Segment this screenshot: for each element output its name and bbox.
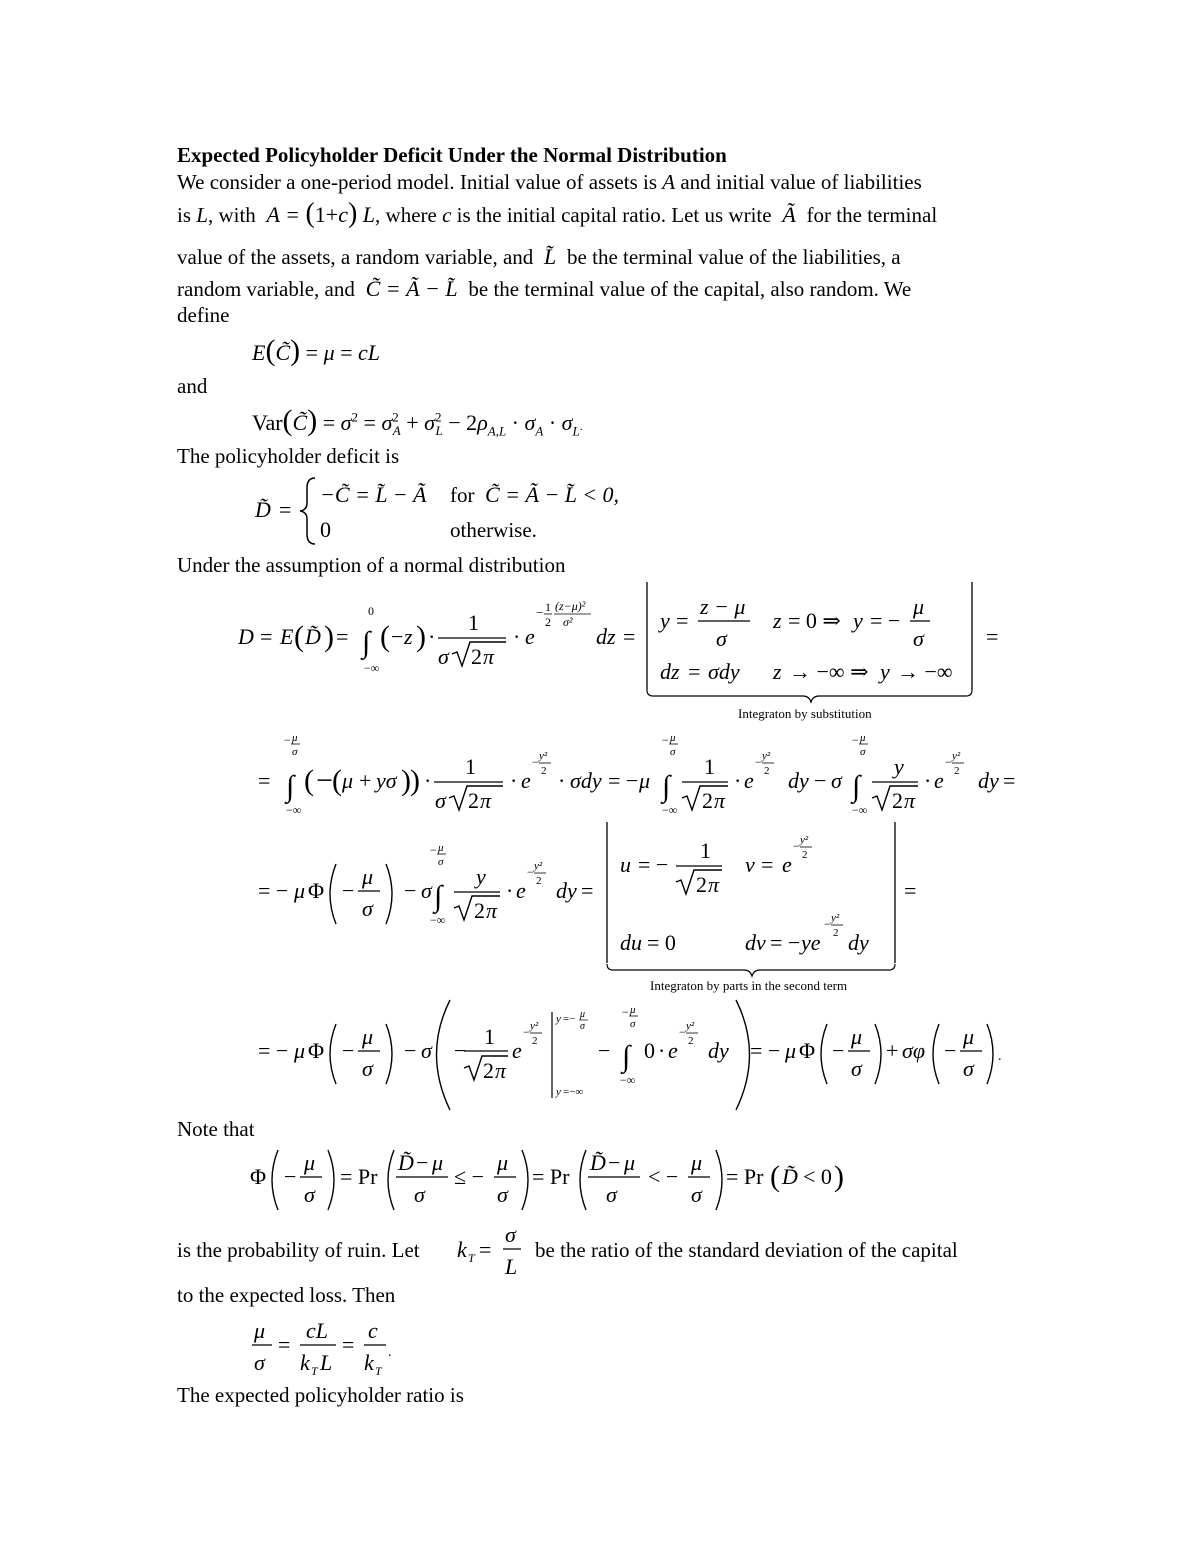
svg-text:−∞: −∞ — [364, 661, 380, 675]
equation-line-4 — [258, 998, 1028, 1116]
svg-text:σ: σ — [292, 746, 298, 758]
svg-text:·: · — [510, 768, 518, 793]
svg-text:·: · — [424, 768, 432, 793]
paragraph-line: define — [177, 303, 230, 327]
svg-text:−∞: −∞ — [852, 803, 868, 817]
svg-text:.: . — [998, 1049, 1002, 1064]
svg-text:=: = — [336, 624, 349, 649]
text-span: is — [177, 203, 192, 227]
svg-text:−: − — [852, 733, 859, 747]
paragraph-line: and — [177, 374, 208, 398]
svg-text:μ: μ — [438, 842, 444, 854]
svg-text:2: 2 — [541, 765, 547, 777]
svg-text:e: e — [668, 1038, 678, 1063]
svg-text:π: π — [714, 788, 726, 813]
svg-text:μ: μ — [292, 732, 298, 744]
svg-text:+: + — [359, 768, 372, 793]
svg-text:≤ −: ≤ − — [454, 1164, 484, 1189]
svg-text:σ: σ — [913, 626, 924, 651]
equation-capital-def: C̃ = Ã − L̃ — [360, 276, 464, 301]
svg-text:1: 1 — [700, 838, 711, 863]
svg-text:(: ( — [304, 764, 314, 797]
svg-text:σ: σ — [831, 768, 842, 793]
svg-text:2: 2 — [802, 849, 808, 861]
svg-text:·: · — [513, 624, 521, 649]
svg-text:σ: σ — [254, 1350, 265, 1375]
svg-text:−: − — [391, 624, 404, 649]
equation-mean: E(C̃) = μ = cL — [252, 334, 381, 367]
svg-text:y: y — [880, 659, 890, 684]
svg-text:D̃: D̃ — [255, 497, 271, 522]
svg-text:−: − — [608, 1150, 621, 1175]
svg-text:2: 2 — [696, 872, 707, 897]
svg-text:=: = — [279, 497, 292, 522]
text-span: , where — [375, 203, 437, 227]
svg-text:−: − — [284, 1164, 297, 1189]
svg-text:−: − — [622, 1005, 629, 1019]
svg-text:μ: μ — [497, 1150, 509, 1175]
svg-text:ye: ye — [801, 930, 821, 955]
svg-text:σ: σ — [421, 878, 432, 903]
svg-text:=: = — [623, 624, 636, 649]
svg-text:Φ: Φ — [250, 1164, 267, 1189]
svg-text:.: . — [388, 1345, 392, 1360]
svg-text:μ: μ — [860, 732, 866, 744]
svg-text:σ: σ — [606, 1182, 617, 1207]
svg-text:=: = — [986, 624, 999, 649]
svg-text:2: 2 — [532, 1035, 538, 1047]
svg-text:du: du — [620, 930, 642, 955]
svg-text:dy: dy — [978, 768, 999, 793]
svg-text:=: = — [676, 608, 689, 633]
svg-text:1: 1 — [465, 754, 476, 779]
svg-text:dv: dv — [745, 930, 766, 955]
svg-text:z: z — [773, 608, 782, 633]
svg-text:−: − — [284, 733, 291, 747]
svg-text:< 0: < 0 — [803, 1164, 832, 1189]
svg-text:σ: σ — [362, 896, 373, 921]
equation-kt-definition — [455, 1222, 535, 1282]
svg-text:−: − — [404, 1038, 417, 1063]
svg-text:−: − — [793, 839, 800, 853]
svg-text:2: 2 — [545, 615, 551, 629]
svg-text:·: · — [506, 878, 514, 903]
svg-text:v: v — [745, 852, 755, 877]
svg-text:σ: σ — [505, 1222, 516, 1247]
svg-text:e: e — [934, 768, 944, 793]
svg-text:e: e — [512, 1038, 522, 1063]
svg-text:−: − — [824, 917, 831, 931]
svg-text:μ: μ — [580, 1009, 586, 1020]
svg-text:c: c — [368, 1318, 378, 1343]
svg-text:e: e — [516, 878, 526, 903]
text-span: and initial value of liabilities — [680, 170, 922, 194]
svg-text:σ: σ — [716, 626, 727, 651]
svg-text:= −: = − — [750, 1038, 781, 1063]
equation-deficit-piecewise — [245, 470, 665, 550]
svg-text:2: 2 — [474, 898, 485, 923]
svg-text:D: D — [238, 624, 254, 649]
svg-text:σ: σ — [580, 1021, 585, 1032]
svg-text:μ: μ — [913, 594, 925, 619]
svg-text:−∞: −∞ — [662, 803, 678, 817]
svg-text:D̃: D̃ — [590, 1150, 606, 1175]
svg-text:μ: μ — [362, 1024, 374, 1049]
svg-text:∫: ∫ — [286, 770, 295, 803]
svg-text:∫: ∫ — [622, 1040, 631, 1073]
svg-text:=: = — [479, 1237, 492, 1262]
svg-text:=−: =− — [563, 1013, 576, 1025]
svg-text:(z−μ)²: (z−μ)² — [555, 599, 586, 613]
svg-text:π: π — [480, 788, 492, 813]
text-span: , with — [207, 203, 256, 227]
svg-text:·: · — [658, 1038, 666, 1063]
svg-text:−∞: −∞ — [286, 803, 302, 817]
svg-text:−: − — [527, 865, 534, 879]
svg-text:y: y — [894, 754, 904, 779]
text-span: is the probability of ruin. Let — [177, 1238, 420, 1262]
svg-text:1: 1 — [484, 1024, 495, 1049]
svg-text:y: y — [660, 608, 670, 633]
svg-text:D̃: D̃ — [782, 1164, 798, 1189]
equation-line-2 — [258, 730, 1038, 825]
text-span: be the terminal value of the capital, also random. We — [468, 277, 912, 301]
svg-text:dz: dz — [660, 659, 680, 684]
svg-text:σ: σ — [691, 1182, 702, 1207]
svg-text:y: y — [556, 1086, 561, 1098]
svg-text:−∞: −∞ — [430, 913, 446, 927]
svg-text:0: 0 — [644, 1038, 655, 1063]
svg-text:1: 1 — [704, 754, 715, 779]
equation-ratio — [250, 1312, 400, 1380]
svg-text:C̃ = Ã − L̃ < 0,: C̃ = Ã − L̃ < 0, — [485, 482, 619, 507]
svg-text:−: − — [536, 605, 544, 620]
svg-text:y²: y² — [762, 750, 771, 762]
paragraph-line: Under the assumption of a normal distribution — [177, 553, 566, 577]
svg-text:dy: dy — [556, 878, 577, 903]
svg-text:=: = — [278, 1332, 291, 1357]
svg-text:−: − — [944, 1038, 957, 1063]
svg-text:−: − — [598, 1038, 611, 1063]
parts-label: Integraton by parts in the second term — [650, 978, 848, 993]
equation-integration-by-parts — [258, 818, 958, 998]
svg-text:σ: σ — [438, 644, 449, 669]
svg-text:dy: dy — [708, 1038, 729, 1063]
svg-text:σ: σ — [362, 1056, 373, 1081]
svg-text:y²: y² — [952, 750, 961, 762]
svg-text:< −: < − — [648, 1164, 679, 1189]
svg-text:0: 0 — [368, 604, 374, 618]
svg-text:∫: ∫ — [362, 626, 371, 659]
svg-text:D̃: D̃ — [305, 624, 321, 649]
svg-text:yσ: yσ — [376, 768, 397, 793]
svg-text:μ: μ — [963, 1024, 975, 1049]
svg-text:= −: = − — [770, 930, 801, 955]
svg-text:): ) — [834, 1160, 844, 1193]
svg-text:π: π — [495, 1058, 507, 1083]
svg-text:2: 2 — [833, 927, 839, 939]
svg-text:σ: σ — [421, 1038, 432, 1063]
svg-text:π: π — [904, 788, 916, 813]
svg-text:μ: μ — [342, 768, 354, 793]
svg-text:y²: y² — [686, 1020, 695, 1032]
svg-text:μ: μ — [670, 732, 676, 744]
symbol-L-tilde: L̃ — [538, 244, 562, 269]
svg-text:): ) — [416, 620, 426, 653]
svg-text:= Pr: = Pr — [532, 1164, 570, 1189]
svg-text:−∞: −∞ — [620, 1073, 636, 1087]
svg-text:k: k — [364, 1350, 374, 1375]
svg-text:σ: σ — [438, 856, 444, 868]
svg-text:μ: μ — [639, 768, 651, 793]
svg-text:→ −∞: → −∞ — [897, 659, 953, 684]
svg-text:π: π — [486, 898, 498, 923]
svg-text:= −: = − — [870, 608, 901, 633]
svg-text:y²: y² — [530, 1020, 539, 1032]
svg-text:y: y — [853, 608, 863, 633]
svg-text:∫: ∫ — [852, 770, 861, 803]
svg-text:1: 1 — [545, 600, 551, 614]
svg-text:σ: σ — [670, 746, 676, 758]
svg-text:k: k — [300, 1350, 310, 1375]
svg-text:e: e — [521, 768, 531, 793]
svg-text:Φ: Φ — [308, 1038, 325, 1063]
svg-text:cL: cL — [306, 1318, 328, 1343]
svg-text:μ: μ — [851, 1024, 863, 1049]
page-title: Expected Policyholder Deficit Under the Normal Distribution — [177, 143, 727, 167]
svg-text:e: e — [782, 852, 792, 877]
svg-text:μ: μ — [630, 1004, 636, 1016]
svg-text:2: 2 — [702, 788, 713, 813]
svg-text:σdy: σdy — [708, 659, 740, 684]
equation-integral-substitution — [238, 580, 1008, 725]
svg-text:=: = — [258, 768, 271, 793]
svg-text:σ: σ — [860, 746, 866, 758]
svg-text:π: π — [708, 872, 720, 897]
svg-text:σ: σ — [414, 1182, 425, 1207]
svg-text:−: − — [532, 755, 539, 769]
svg-text:2: 2 — [954, 765, 960, 777]
svg-text:2: 2 — [688, 1035, 694, 1047]
svg-text:E: E — [280, 624, 294, 649]
svg-text:σ: σ — [851, 1056, 862, 1081]
svg-text:·: · — [558, 768, 566, 793]
equation-ruin-probability — [250, 1142, 850, 1217]
svg-text:−: − — [679, 1025, 686, 1039]
svg-text:+: + — [886, 1038, 899, 1063]
svg-text:−: − — [945, 755, 952, 769]
svg-text:−: − — [814, 768, 827, 793]
svg-text:=: = — [342, 1332, 355, 1357]
svg-text:= 0 ⇒: = 0 ⇒ — [788, 608, 841, 633]
svg-text:·: · — [428, 624, 436, 649]
text-span: for the terminal — [806, 203, 938, 227]
svg-text:∫: ∫ — [434, 880, 443, 913]
paragraph-line — [177, 169, 922, 195]
svg-text:−: − — [416, 1150, 429, 1175]
svg-text:=: = — [904, 878, 917, 903]
svg-text:−: − — [454, 1038, 467, 1063]
svg-text:= Pr: = Pr — [340, 1164, 378, 1189]
svg-text:−: − — [316, 764, 333, 797]
svg-text:−: − — [755, 755, 762, 769]
svg-text:−: − — [662, 733, 669, 747]
text-span: is the initial capital ratio. Let us write — [456, 203, 772, 227]
paragraph-line: Note that — [177, 1117, 255, 1141]
svg-text:μ: μ — [785, 1038, 797, 1063]
svg-text:·: · — [734, 768, 742, 793]
svg-text:z: z — [404, 624, 413, 649]
svg-text:=: = — [761, 852, 774, 877]
svg-text:σ: σ — [963, 1056, 974, 1081]
svg-text:2: 2 — [468, 788, 479, 813]
svg-text:π: π — [483, 644, 495, 669]
svg-text:μ: μ — [624, 1150, 636, 1175]
svg-text:=: = — [260, 624, 273, 649]
svg-text:): ) — [324, 620, 334, 653]
svg-text:σ²: σ² — [563, 615, 573, 629]
svg-text:σ: σ — [497, 1182, 508, 1207]
svg-text:(: ( — [380, 620, 390, 653]
svg-text:y²: y² — [534, 860, 543, 872]
svg-text:−: − — [430, 843, 437, 857]
svg-text:u: u — [620, 852, 631, 877]
text-span: We consider a one-period model. Initial value of assets is — [177, 170, 657, 194]
paragraph-line — [177, 1237, 420, 1263]
svg-text:−: − — [342, 878, 355, 903]
svg-text:σ: σ — [435, 788, 446, 813]
svg-text:(: ( — [770, 1160, 780, 1193]
svg-text:L: L — [505, 1254, 518, 1279]
svg-text:=: = — [581, 878, 594, 903]
svg-text:μ: μ — [294, 878, 306, 903]
symbol-A-tilde: Ã — [776, 202, 802, 227]
svg-text:=−∞: =−∞ — [563, 1086, 584, 1098]
svg-text:y: y — [556, 1013, 561, 1025]
svg-text:e: e — [525, 624, 535, 649]
svg-text:2: 2 — [483, 1058, 494, 1083]
svg-text:Φ: Φ — [308, 878, 325, 903]
svg-text:−C̃ = L̃ − Ã: −C̃ = L̃ − Ã — [320, 482, 427, 507]
svg-text:= −: = − — [608, 768, 639, 793]
svg-text:→ −∞ ⇒: → −∞ ⇒ — [789, 659, 869, 684]
symbol-A: A — [662, 170, 676, 194]
svg-text:dy: dy — [848, 930, 869, 955]
svg-text:= Pr: = Pr — [726, 1164, 764, 1189]
svg-text:T: T — [311, 1364, 318, 1378]
svg-text:σφ: σφ — [902, 1038, 926, 1063]
svg-text:μ: μ — [362, 864, 374, 889]
svg-text:2: 2 — [471, 644, 482, 669]
svg-text:2: 2 — [892, 788, 903, 813]
svg-text:=: = — [688, 659, 701, 684]
paragraph-line: be the ratio of the standard deviation of the capital — [535, 1238, 958, 1262]
svg-text:σ: σ — [304, 1182, 315, 1207]
svg-text:e: e — [744, 768, 754, 793]
svg-text:σdy: σdy — [570, 768, 602, 793]
svg-text:dy: dy — [788, 768, 809, 793]
svg-text:μ: μ — [294, 1038, 306, 1063]
svg-text:z: z — [773, 659, 782, 684]
svg-text:= −: = − — [258, 1038, 289, 1063]
svg-text:1: 1 — [468, 610, 479, 635]
svg-text:∫: ∫ — [662, 770, 671, 803]
otherwise-word: otherwise. — [450, 518, 537, 542]
svg-text:(: ( — [294, 620, 304, 653]
svg-text:y²: y² — [831, 912, 840, 924]
svg-text:μ: μ — [432, 1150, 444, 1175]
svg-text:y²: y² — [800, 834, 809, 846]
svg-text:−: − — [342, 1038, 355, 1063]
svg-text:μ: μ — [254, 1318, 266, 1343]
for-word: for — [450, 483, 475, 507]
svg-text:0: 0 — [320, 517, 331, 542]
symbol-L: L — [196, 203, 208, 227]
svg-text:k: k — [457, 1237, 467, 1262]
paragraph-line: The policyholder deficit is — [177, 444, 400, 468]
svg-text:y²: y² — [539, 750, 548, 762]
paragraph-line — [177, 198, 938, 229]
svg-text:D̃: D̃ — [398, 1150, 414, 1175]
svg-text:=: = — [1003, 768, 1016, 793]
svg-text:−: − — [832, 1038, 845, 1063]
svg-text:μ: μ — [691, 1150, 703, 1175]
text-span: random variable, and — [177, 277, 355, 301]
substitution-label: Integraton by substitution — [738, 706, 872, 721]
svg-text:·: · — [924, 768, 932, 793]
svg-text:L: L — [320, 1350, 333, 1375]
svg-text:−: − — [523, 1025, 530, 1039]
svg-text:= −: = − — [638, 852, 669, 877]
svg-text:2: 2 — [536, 875, 542, 887]
svg-text:= 0: = 0 — [647, 930, 676, 955]
text-span: be the terminal value of the liabilities, a — [567, 245, 901, 269]
equation-variance: Var(C̃) = $\sigma^2 = \sigma^2_A + \sigma^2_L - 2\rho_{A,L} \cdot \sigma_A \cdot \sigma_L$. — [252, 404, 583, 439]
paragraph-line: The expected policyholder ratio is — [177, 1383, 464, 1407]
symbol-c: c — [442, 203, 452, 227]
svg-text:dz: dz — [596, 624, 616, 649]
svg-text:T: T — [375, 1364, 382, 1378]
svg-text:σ: σ — [630, 1018, 636, 1030]
svg-text:): ) — [410, 764, 420, 797]
svg-text:y: y — [476, 864, 486, 889]
svg-text:): ) — [401, 764, 411, 797]
svg-text:−: − — [404, 878, 417, 903]
svg-text:= −: = − — [258, 878, 289, 903]
paragraph-line: to the expected loss. Then — [177, 1283, 396, 1307]
paragraph-line — [177, 244, 901, 270]
svg-text:2: 2 — [764, 765, 770, 777]
paragraph-line — [177, 276, 911, 302]
svg-text:z − μ: z − μ — [700, 594, 746, 619]
svg-text:(: ( — [332, 764, 342, 797]
equation-asset-def: A = (1+c) L — [261, 198, 376, 229]
text-span: value of the assets, a random variable, and — [177, 245, 534, 269]
svg-text:Φ: Φ — [799, 1038, 816, 1063]
svg-text:T: T — [468, 1251, 475, 1265]
svg-text:μ: μ — [304, 1150, 316, 1175]
